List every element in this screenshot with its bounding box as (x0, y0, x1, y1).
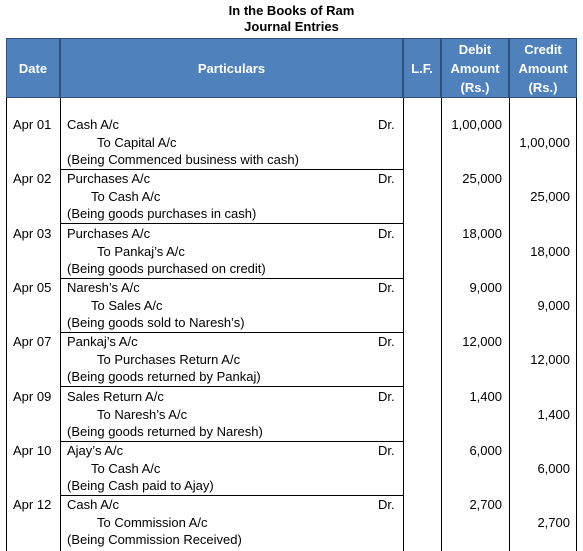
header-credit-line3: (Rs.) (528, 79, 558, 95)
entry-debit-amount: 1,00,000 (451, 117, 502, 132)
entry-debit-amount: 6,000 (469, 443, 502, 458)
entry-separator (60, 332, 403, 333)
entry-dr-marker: Dr. (378, 443, 395, 458)
header-credit (509, 38, 577, 98)
entry-credit-account: To Pankaj’s A/c (97, 244, 185, 259)
entry-debit-account: Sales Return A/c (67, 389, 164, 404)
entry-narration: (Being goods purchased on credit) (67, 261, 266, 276)
entry-date: Apr 09 (13, 389, 52, 404)
entry-debit-account: Purchases A/c (67, 226, 151, 241)
entry-dr-marker: Dr. (378, 497, 395, 512)
entry-date: Apr 02 (13, 171, 52, 186)
entry-date: Apr 07 (13, 334, 52, 349)
entry-separator (60, 495, 403, 496)
entry-separator (60, 441, 403, 442)
entry-credit-account: To Capital A/c (97, 135, 177, 150)
entry-credit-amount: 2,700 (537, 515, 570, 530)
entry-credit-account: To Cash A/c (91, 461, 161, 476)
entry-separator (60, 278, 403, 279)
entry-debit-account: Cash A/c (67, 117, 120, 132)
entry-date: Apr 01 (13, 117, 52, 132)
header-lf-label: L.F. (411, 60, 433, 76)
entry-debit-amount: 1,400 (469, 389, 502, 404)
column-rule-date (60, 98, 61, 551)
header-particulars (60, 38, 403, 98)
entry-narration: (Being goods sold to Naresh’s) (67, 315, 245, 330)
entry-date: Apr 05 (13, 280, 52, 295)
column-rule-right (576, 98, 577, 551)
entry-narration: (Being goods returned by Pankaj) (67, 369, 261, 384)
header-lf (403, 38, 441, 98)
header-date (6, 38, 60, 98)
header-debit-line3: (Rs.) (460, 79, 490, 95)
entry-credit-amount: 12,000 (530, 352, 570, 367)
entry-debit-amount: 2,700 (469, 497, 502, 512)
entry-credit-account: To Commission A/c (97, 515, 208, 530)
entry-credit-amount: 1,400 (537, 407, 570, 422)
header-particulars-label: Particulars (197, 60, 266, 76)
entry-dr-marker: Dr. (378, 280, 395, 295)
entry-debit-account: Purchases A/c (67, 171, 151, 186)
column-rule-lf (441, 98, 442, 551)
column-rule-left (6, 98, 7, 551)
entry-date: Apr 03 (13, 226, 52, 241)
entry-debit-account: Ajay’s A/c (67, 443, 124, 458)
entry-debit-account: Pankaj’s A/c (67, 334, 138, 349)
entry-narration: (Being Commission Received) (67, 532, 242, 547)
entry-credit-amount: 25,000 (530, 189, 570, 204)
journal-subtitle: Journal Entries (244, 19, 339, 34)
entry-narration: (Being Commenced business with cash) (67, 152, 299, 167)
entry-credit-amount: 18,000 (530, 244, 570, 259)
entry-dr-marker: Dr. (378, 117, 395, 132)
entry-separator (60, 223, 403, 224)
entry-separator (60, 169, 403, 170)
entry-narration: (Being goods returned by Naresh) (67, 424, 263, 439)
entry-dr-marker: Dr. (378, 226, 395, 241)
entry-date: Apr 10 (13, 443, 52, 458)
entry-separator (60, 386, 403, 387)
header-credit-line2: Amount (518, 60, 568, 76)
entry-debit-account: Naresh’s A/c (67, 280, 140, 295)
entry-dr-marker: Dr. (378, 334, 395, 349)
entry-debit-amount: 12,000 (462, 334, 502, 349)
header-debit-line2: Amount (450, 60, 500, 76)
column-rule-particulars (403, 98, 404, 551)
header-debit (441, 38, 509, 98)
entry-credit-amount: 1,00,000 (519, 135, 570, 150)
entry-dr-marker: Dr. (378, 171, 395, 186)
header-credit-line1: Credit (524, 41, 562, 57)
entry-credit-amount: 9,000 (537, 298, 570, 313)
header-debit-line1: Debit (458, 41, 492, 57)
column-rule-debit (509, 98, 510, 551)
header-date-label: Date (18, 60, 48, 76)
entry-debit-amount: 18,000 (462, 226, 502, 241)
entry-credit-account: To Sales A/c (91, 298, 163, 313)
book-title: In the Books of Ram (228, 3, 355, 18)
entry-narration: (Being goods purchases in cash) (67, 206, 257, 221)
entry-debit-amount: 25,000 (462, 171, 502, 186)
entry-credit-account: To Purchases Return A/c (97, 352, 241, 367)
entry-credit-account: To Naresh’s A/c (97, 407, 188, 422)
entry-credit-account: To Cash A/c (91, 189, 161, 204)
entry-dr-marker: Dr. (378, 389, 395, 404)
entry-debit-account: Cash A/c (67, 497, 120, 512)
entry-date: Apr 12 (13, 497, 52, 512)
entry-debit-amount: 9,000 (469, 280, 502, 295)
entry-credit-amount: 6,000 (537, 461, 570, 476)
entry-narration: (Being Cash paid to Ajay) (67, 478, 214, 493)
